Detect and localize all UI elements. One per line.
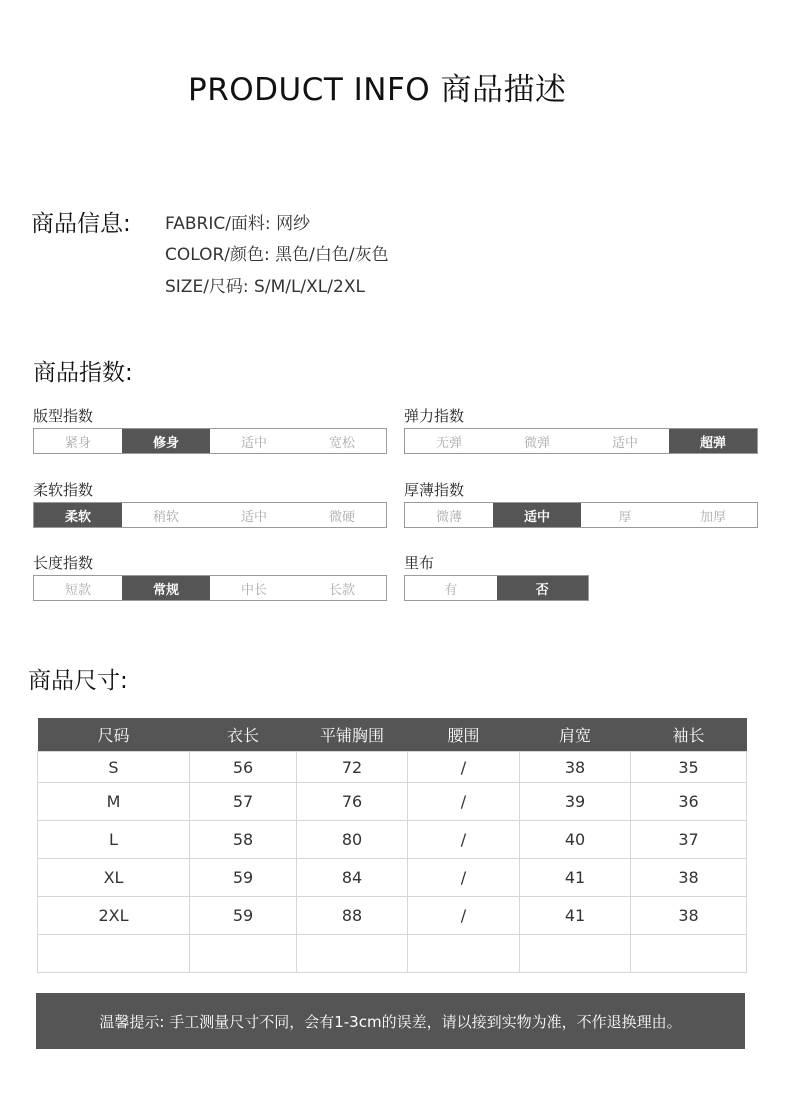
scale-option-selected: 否 [497,576,589,600]
table-cell: S [38,752,190,783]
scale-option: 有 [444,582,458,598]
table-cell: 35 [631,752,747,783]
table-cell [631,935,747,973]
scale-option: 稍软 [152,509,179,525]
scale-option-selected: 常规 [122,576,210,600]
table-cell: M [38,783,190,821]
table-cell: 88 [297,897,408,935]
scale-option: 紧身 [64,435,91,451]
table-cell: 59 [190,897,297,935]
column-header: 腰围 [408,718,520,752]
table-cell: 59 [190,859,297,897]
page-title: PRODUCT INFO 商品描述 [188,72,567,108]
scale-elasticity [404,428,758,454]
scale-option: 厚 [618,509,632,525]
scale-label-fit: 版型指数 [33,407,94,425]
scale-option: 宽松 [328,435,355,451]
scale-option-selected: 柔软 [34,503,122,527]
scale-option-selected: 修身 [122,429,210,453]
scale-label-length: 长度指数 [33,554,94,572]
scale-option: 微硬 [328,509,355,525]
scale-length [33,575,387,601]
size-table [37,718,747,973]
scale-option: 微薄 [435,509,462,525]
fabric-line: FABRIC/面料: 网纱 [165,214,311,234]
table-cell: / [408,821,520,859]
table-row [38,783,747,821]
table-cell: / [408,897,520,935]
scale-option: 加厚 [699,509,726,525]
table-cell: L [38,821,190,859]
table-cell: 58 [190,821,297,859]
table-cell: 56 [190,752,297,783]
table-cell: 57 [190,783,297,821]
table-row [38,935,747,973]
color-line: COLOR/颜色: 黑色/白色/灰色 [165,245,389,265]
table-row [38,859,747,897]
table-cell: 76 [297,783,408,821]
table-cell: / [408,859,520,897]
scale-option: 适中 [611,435,638,451]
table-cell: 84 [297,859,408,897]
table-cell: 38 [631,859,747,897]
table-cell [408,935,520,973]
column-header: 尺码 [38,718,190,752]
scale-softness [33,502,387,528]
table-cell: XL [38,859,190,897]
scale-lining [404,575,589,601]
scale-option: 中长 [240,582,267,598]
table-cell: 39 [520,783,631,821]
scale-option-selected: 超弹 [669,429,757,453]
table-cell [297,935,408,973]
table-row [38,752,747,783]
product-index-heading: 商品指数: [33,360,133,386]
table-cell: 38 [631,897,747,935]
product-size-heading: 商品尺寸: [28,668,128,694]
table-cell: 38 [520,752,631,783]
column-header: 袖长 [631,718,747,752]
table-cell: 41 [520,897,631,935]
table-cell: 41 [520,859,631,897]
product-info-heading: 商品信息: [31,211,131,237]
table-cell: 72 [297,752,408,783]
table-cell [520,935,631,973]
table-cell [190,935,297,973]
scale-label-softness: 柔软指数 [33,481,94,499]
column-header: 肩宽 [520,718,631,752]
scale-label-lining: 里布 [404,554,435,572]
scale-option: 适中 [240,435,267,451]
notice-text: 温馨提示: 手工测量尺寸不同，会有1-3cm的误差，请以接到实物为准，不作退换理由。 [99,1012,682,1031]
scale-label-elasticity: 弹力指数 [404,407,465,425]
table-cell: 36 [631,783,747,821]
scale-label-thickness: 厚薄指数 [404,481,465,499]
scale-option-selected: 适中 [493,503,581,527]
table-cell [38,935,190,973]
scale-option: 微弹 [523,435,550,451]
table-cell: 37 [631,821,747,859]
size-line: SIZE/尺码: S/M/L/XL/2XL [165,277,365,297]
column-header: 平铺胸围 [297,718,408,752]
scale-option: 适中 [240,509,267,525]
scale-option: 无弹 [435,435,462,451]
table-row [38,897,747,935]
table-header-row [38,718,747,752]
scale-fit [33,428,387,454]
notice-banner [36,993,745,1049]
table-cell: / [408,783,520,821]
scale-option: 短款 [64,582,91,598]
table-row [38,821,747,859]
column-header: 衣长 [190,718,297,752]
table-cell: / [408,752,520,783]
table-cell: 2XL [38,897,190,935]
table-cell: 40 [520,821,631,859]
scale-thickness [404,502,758,528]
scale-option: 长款 [328,582,355,598]
table-cell: 80 [297,821,408,859]
